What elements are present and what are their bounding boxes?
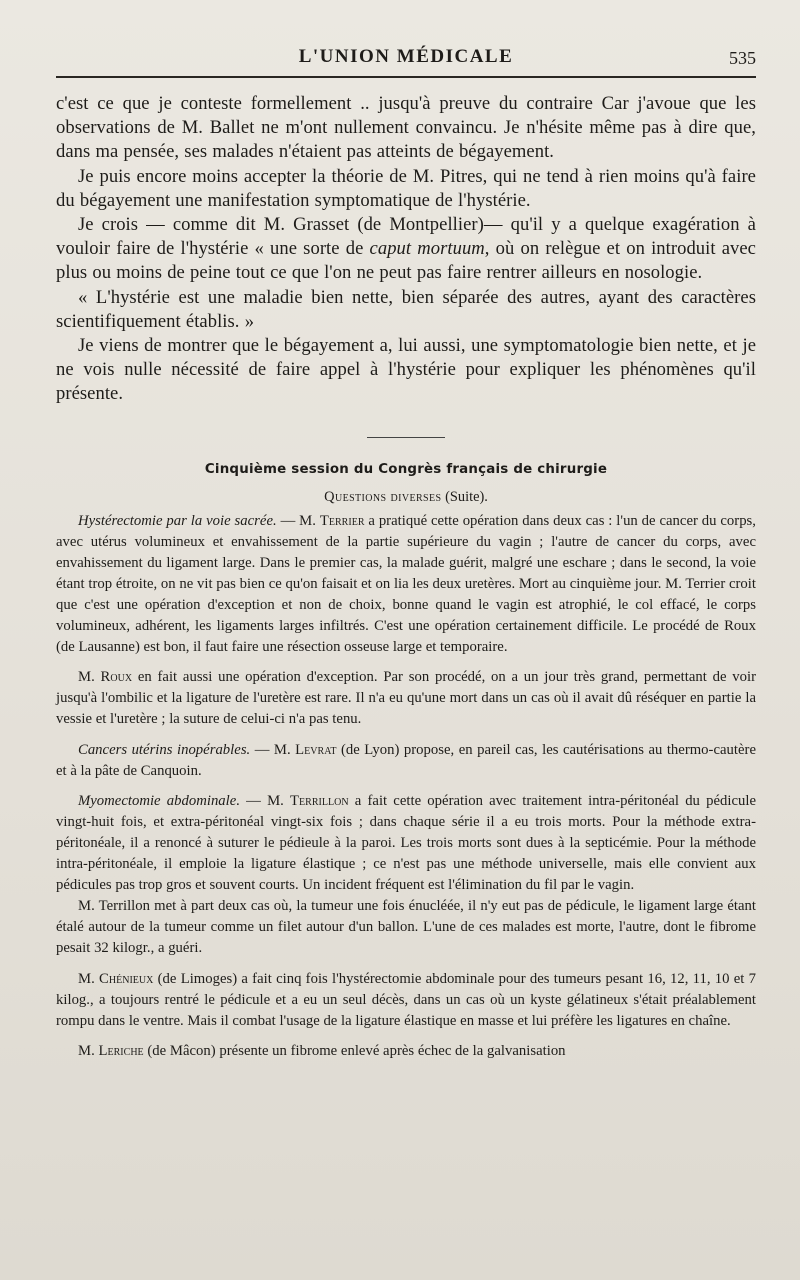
paragraph: M. Leriche (de Mâcon) présente un fibrome enlevé après échec de la galvanisation: [78, 1042, 566, 1059]
paragraph: Je puis encore moins accepter la théorie de M. Pitres, qui ne tend à rien moins qu'à faire du bégayement une manifestation symptomatique de l'hystérie.: [56, 165, 756, 211]
paragraph: Je viens de montrer que le bégayement a, lui aussi, une symptomatologie bien nette, et je ne vois nulle nécessité de faire appel à l'hystérie pour expliquer les phénomènes qu'il présente.: [56, 335, 756, 405]
paragraph: Cancers utérins inopérables. — M. Levrat (de Lyon) propose, en pareil cas, les cautérisations au thermo-cautère et à la pâte de Canquoin.: [56, 741, 756, 779]
paragraph: M. Terrillon met à part deux cas où, la tumeur une fois énucléée, il n'y eut pas de pédicule, le ligament large étant étalé autour de la tumeur comme un filet autour d'un ballon. L'une de ces malades est morte, l'autre, dont le fibrome pesait 32 kilogr., a guéri.: [56, 898, 756, 957]
page-number: 535: [729, 48, 756, 68]
paragraph: c'est ce que je conteste formellement .. jusqu'à preuve du contraire Car j'avoue que les observations de M. Ballet ne m'ont nullement convaincu. Je n'hésite même pas à dire que, dans ma pensée, ses malades n'étaient pas atteints de bégayement.: [56, 93, 756, 163]
paragraph: Je crois — comme dit M. Grasset (de Montpellier)— qu'il y a quelque exagération à vouloir faire de l'hystérie « une sorte de caput mortuum, où on relègue et on introduit avec plus ou moins de peine tout ce que l'on ne peut pas faire rentrer ailleurs en nosologie.: [56, 214, 756, 284]
page-header: [56, 46, 756, 76]
section-separator: [367, 437, 445, 438]
section-subtitle: Questions diverses (Suite).: [324, 488, 488, 505]
paragraph: Hystérectomie par la voie sacrée. — M. Terrier a pratiqué cette opération dans deux cas : l'un de cancer du corps, avec utérus volumineux et envahissement de la partie supérieure du vagin ; l'autre de cancer du corps, avec envahissement du ligament large. Dans le premier cas, la malade guérit, malgré une eschare ; dans le second, la voie étant trop étroite, on ne vit pas bien ce qu'on faisait et on lia les deux uretères. Mort au cinquième jour. M. Terrier croit que c'est une opération d'exception et non de choix, bonne quand le vagin est atrophié, le col effacé, le corps volumineux, adhérent, les ligaments larges infiltrés. C'est une opération certainement difficile. Le procédé de Roux (de Lausanne) est bon, il faut faire une résection osseuse large et temporaire.: [56, 512, 756, 656]
paragraph: Myomectomie abdominale. — M. Terrillon a fait cette opération avec traitement intra-péritonéal du pédicule vingt-huit fois, et extra-péritonéal vingt-six fois ; dans chaque série il a eu trois morts. Pour la méthode extra-péritonéale, il a renoncé à suturer le pédieule à la paroi. Les trois morts sont dues à la septicémie. Pour la méthode intra-péritonéale, il emploie la ligature élastique ; ce n'est pas une méthode universelle, mais elle convient aux pédicules pas trop gros et souvent courts. Un incident fréquent est l'élimination du fil par le vagin.: [56, 792, 756, 894]
section-title: Cinquième session du Congrès français de chirurgie: [204, 461, 608, 477]
paragraph: M. Roux en fait aussi une opération d'exception. Par son procédé, on a un jour très grand, permettant de voir jusqu'à l'ombilic et la ligature de l'uretère est rare. Il n'a eu qu'une mort dans un cas où il avait dû réséquer en partie la vessie et l'uretère ; la suture de celui-ci n'a pas tenu.: [56, 669, 756, 728]
paragraph: M. Chénieux (de Limoges) a fait cinq fois l'hystérectomie abdominale pour des tumeurs pesant 16, 12, 11, 10 et 7 kilog., a toujours rentré le pédicule et a eu un seul décès, dans un cas où un kyste gélatineux s'était préalablement rompu dans le ventre. Mais il combat l'usage de la ligature élastique en masse et lui préfère les ligatures en chaîne.: [56, 970, 756, 1029]
running-title: L'UNION MÉDICALE: [298, 46, 514, 67]
paragraph: « L'hystérie est une maladie bien nette, bien séparée des autres, ayant des caractères scientifiquement établis. »: [56, 286, 756, 332]
header-rule: [56, 76, 756, 78]
